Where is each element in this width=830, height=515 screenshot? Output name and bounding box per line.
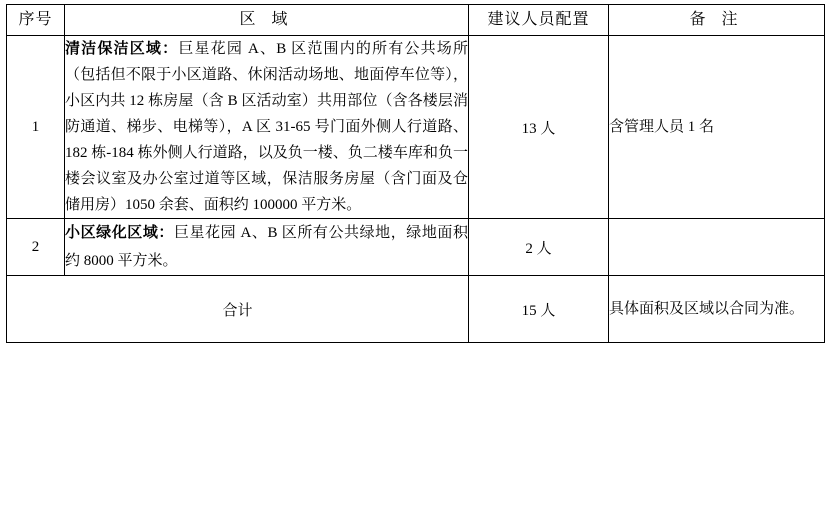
table-total-row bbox=[7, 276, 825, 343]
table-body bbox=[7, 36, 825, 343]
row-area bbox=[65, 219, 469, 276]
header-note: 备 注 bbox=[609, 5, 825, 36]
table-header bbox=[7, 5, 825, 36]
row-no: 2 bbox=[7, 219, 65, 276]
total-note: 具体面积及区域以合同为准。 bbox=[609, 276, 825, 343]
row-note bbox=[609, 219, 825, 276]
table-header-row bbox=[7, 5, 825, 36]
row-staff: 2 人 bbox=[469, 219, 609, 276]
header-no: 序号 bbox=[7, 5, 65, 36]
row-area-title: 清洁保洁区域： bbox=[65, 41, 179, 57]
row-no: 1 bbox=[7, 36, 65, 219]
row-area-text: 巨星花园 A、B 区范围内的所有公共场所（包括但不限于小区道路、休闲活动场地、地面停车位等），小区内共 12 栋房屋（含 B 区活动室）共用部位（含各楼层消防通道、梯步、电梯等），A 区 31-65 号门面外侧人行道路、182 栋-184 栋外侧人行道路，以及负一楼、负二楼车库和负一楼会议室及办公室过道等区域，保洁服务房屋（含门面及仓储用房）1050 余套、面积约 100000 平方米。 bbox=[65, 41, 468, 213]
header-area: 区 域 bbox=[65, 5, 469, 36]
row-area-title: 小区绿化区域： bbox=[65, 225, 174, 241]
table-row bbox=[7, 219, 825, 276]
total-label: 合计 bbox=[7, 276, 469, 343]
row-area-text: 巨星花园 A、B 区所有公共绿地，绿地面积约 8000 平方米。 bbox=[65, 225, 468, 269]
header-staff: 建议人员配置 bbox=[469, 5, 609, 36]
row-staff: 13 人 bbox=[469, 36, 609, 219]
table-row bbox=[7, 36, 825, 219]
row-area bbox=[65, 36, 469, 219]
total-staff: 15 人 bbox=[469, 276, 609, 343]
row-note: 含管理人员 1 名 bbox=[609, 36, 825, 219]
staffing-table bbox=[6, 4, 825, 343]
